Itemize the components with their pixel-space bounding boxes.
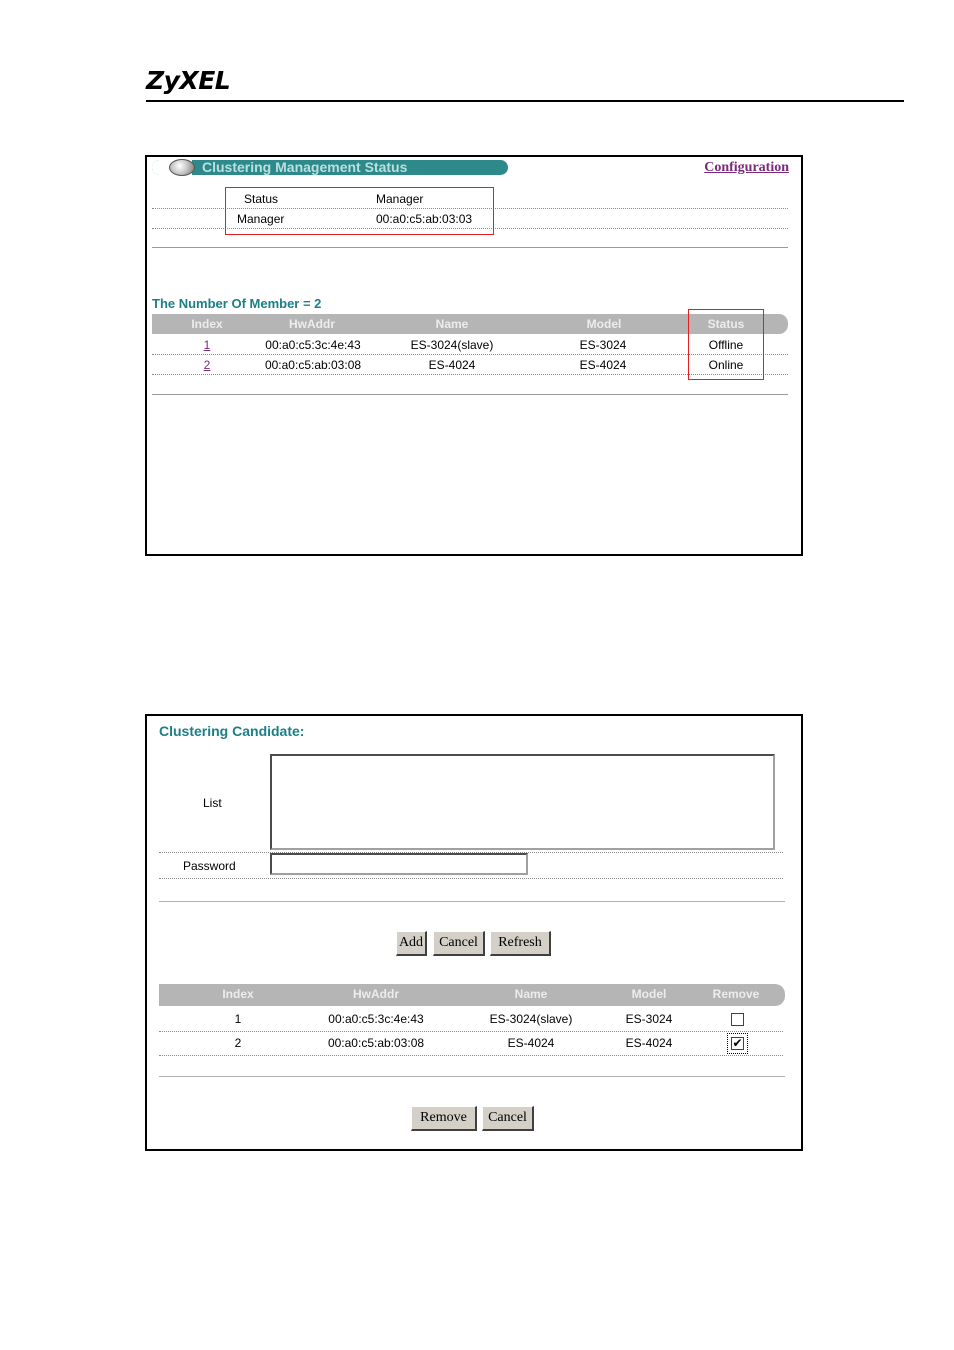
col-name: Name (514, 987, 548, 1001)
remove-checkbox[interactable] (731, 1013, 744, 1026)
manager-label: Manager (237, 212, 285, 226)
remove-button[interactable]: Remove (411, 1106, 477, 1131)
status-value: Manager (376, 192, 424, 206)
candidate-heading: Clustering Candidate: (159, 723, 305, 739)
password-label: Password (183, 859, 236, 873)
member-model: ES-3024 (579, 338, 627, 352)
cancel-button[interactable]: Cancel (433, 931, 485, 956)
cancel-remove-button[interactable]: Cancel (482, 1106, 534, 1131)
member-status: Online (708, 358, 744, 372)
candidate-name: ES-4024 (507, 1036, 555, 1050)
orb-icon (169, 159, 195, 176)
panel-title-bar (152, 160, 508, 175)
member-index-link[interactable]: 2 (203, 358, 211, 372)
member-name: ES-3024(slave) (410, 338, 494, 352)
candidate-name: ES-3024(slave) (489, 1012, 573, 1026)
member-count-heading: The Number Of Member = 2 (152, 296, 322, 311)
member-index-link[interactable]: 1 (203, 338, 211, 352)
remove-checkbox-checked[interactable]: ✔ (732, 1036, 743, 1050)
panel-title: Clustering Management Status (202, 159, 408, 175)
col-status: Status (707, 317, 745, 331)
col-index: Index (222, 987, 254, 1001)
password-input[interactable] (270, 853, 528, 875)
candidate-index: 2 (234, 1036, 242, 1050)
clustering-candidate-panel (145, 714, 803, 1151)
col-hwaddr: HwAddr (353, 987, 399, 1001)
candidate-index: 1 (234, 1012, 242, 1026)
col-hwaddr: HwAddr (289, 317, 335, 331)
configuration-link[interactable]: Configuration (704, 160, 789, 175)
manager-mac-value: 00:a0:c5:ab:03:03 (376, 212, 473, 226)
header-divider (146, 100, 904, 102)
candidate-table-header (159, 984, 785, 1006)
col-model: Model (631, 987, 667, 1001)
refresh-button[interactable]: Refresh (490, 931, 551, 956)
member-status: Offline (708, 338, 744, 352)
highlight-box-status (688, 309, 764, 380)
add-button[interactable]: Add (396, 931, 427, 956)
col-index: Index (191, 317, 223, 331)
status-label: Status (244, 192, 279, 206)
candidate-hwaddr: 00:a0:c5:ab:03:08 (327, 1036, 425, 1050)
candidate-model: ES-4024 (625, 1036, 673, 1050)
zyxel-logo: ZyXEL (146, 66, 231, 95)
member-name: ES-4024 (428, 358, 476, 372)
candidate-model: ES-3024 (625, 1012, 673, 1026)
list-label: List (203, 796, 222, 810)
candidate-hwaddr: 00:a0:c5:3c:4e:43 (328, 1012, 424, 1026)
clustering-management-status-panel (145, 155, 803, 556)
member-hwaddr: 00:a0:c5:3c:4e:43 (265, 338, 361, 352)
col-model: Model (586, 317, 622, 331)
member-hwaddr: 00:a0:c5:ab:03:08 (264, 358, 362, 372)
col-name: Name (435, 317, 469, 331)
col-remove: Remove (712, 987, 760, 1001)
highlight-box-manager (225, 187, 494, 235)
member-model: ES-4024 (579, 358, 627, 372)
candidate-list-box[interactable] (270, 754, 775, 850)
